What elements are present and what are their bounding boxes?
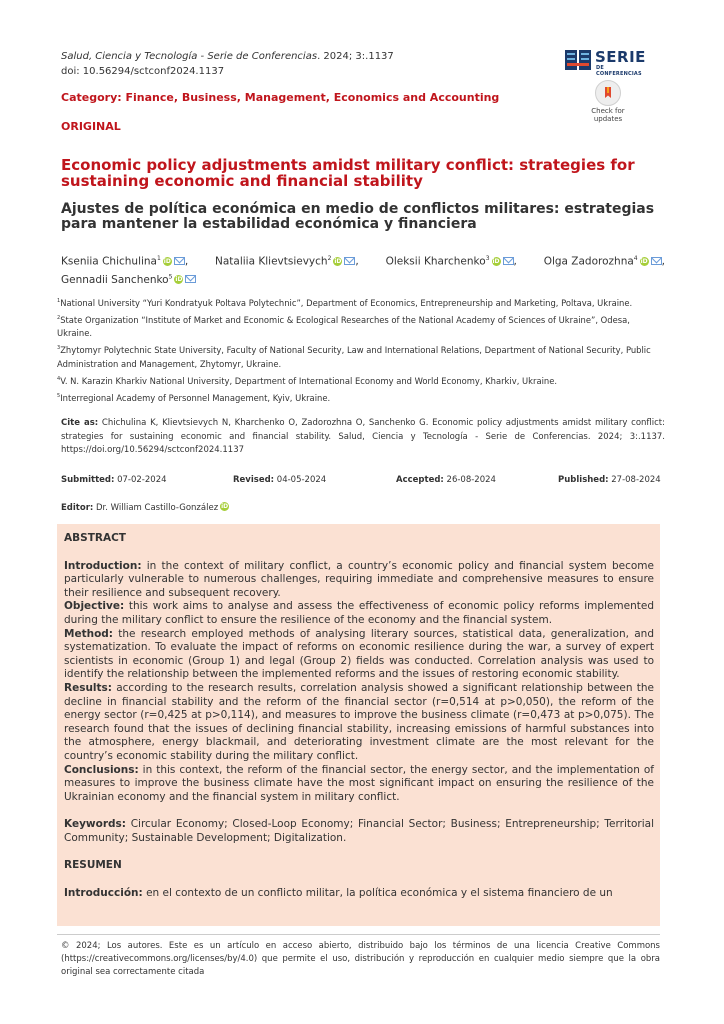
abstract-method: Method: the research employed methods of analysing literary sources, statistical data, generalization, and systematization. To evaluate the impact of reforms on economic resilience during the war, a survey of expert scientists in economic (Group 1) and legal (Group 2) fields was conducted. Correlation analysis was used to identify the relationship between the implemented reforms and the issues of restoring economic stability.: [64, 627, 654, 681]
accepted-date: Accepted: 26-08-2024: [396, 475, 496, 485]
affiliation: $^3$Zhytomyr Polytechnic State University, Faculty of National Security, Law and International Relations, Department of National Security, Public Administration and Management, Zhytomyr, Ukraine.: [57, 345, 651, 369]
author-list: [61, 251, 665, 288]
footer-divider: [57, 934, 660, 935]
editor-name: Dr. William Castillo-González: [93, 503, 219, 513]
affiliation: $^4$V. N. Karazin Kharkiv National University, Department of International Economy and World Economy, Kharkiv, Ukraine.: [57, 375, 558, 386]
cite-text: Chichulina K, Klievtsievych N, Kharchenko O, Zadorozhna O, Sanchenko G. Economic policy adjustments amidst military conflict: strategies for sustaining economic and financial stability. Salud, Ciencia y Tecnología - Serie de Conferencias. 2024; 3:.1137. https://doi.org/10.56294/sctconf2024.1137: [61, 418, 665, 456]
submitted-date: Submitted: 07-02-2024: [61, 475, 167, 485]
author: Gennadii Sanchenko$^5$ iD: [61, 274, 196, 286]
author: Olga Zadorozhna$^4$ iD ,: [543, 255, 665, 268]
author: Kseniia Chichulina$^1$ iD ,: [61, 255, 189, 268]
logo-title: SERIE: [595, 48, 646, 66]
editor: [61, 502, 229, 513]
abstract-conclusions: Conclusions: in this context, the reform of the financial sector, the energy sector, and the implementation of measures to improve the business climate have the most significant impact on ensuring the resilience of the Ukrainian economy and the financial system in military conflict.: [64, 763, 654, 803]
published-date: Published: 27-08-2024: [558, 475, 661, 485]
affiliation: $^2$State Organization “Institute of Market and Economic & Ecological Researches of the National Academy of Sciences of Ukraine”, Odesa, Ukraine.: [57, 314, 630, 339]
abstract-box: [57, 524, 660, 926]
serie-logo-icon: [565, 50, 591, 70]
check-for-updates[interactable]: [586, 80, 630, 123]
affiliations: [57, 295, 661, 407]
check-for-updates-label: Check for updates: [591, 107, 625, 123]
mail-icon[interactable]: [344, 257, 355, 265]
journal-volume: . 2024; 3:.1137: [317, 51, 394, 62]
article-type: ORIGINAL: [61, 120, 121, 133]
logo-subtitle: DE CONFERENCIAS: [596, 65, 642, 77]
mail-icon[interactable]: [185, 275, 196, 283]
orcid-icon[interactable]: iD: [221, 503, 229, 510]
editor-label: Editor:: [61, 503, 94, 513]
doi[interactable]: doi: 10.56294/sctconf2024.1137: [61, 66, 225, 77]
journal-citation-header: [61, 49, 394, 79]
check-for-updates-icon: [595, 80, 621, 106]
author: Nataliia Klievtsievych$^2$ iD ,: [215, 255, 359, 268]
revised-date: Revised: 04-05-2024: [233, 475, 327, 485]
abstract-introduction: Introduction: in the context of military conflict, a country’s economic policy and financial system become particularly vulnerable to numerous challenges, requiring immediate and comprehensive measures to ensure their resilience and subsequent recovery.: [64, 559, 654, 599]
title-english: Economic policy adjustments amidst military conflict: strategies for sustaining economic and financial stability: [61, 156, 635, 190]
article-category: Category: Finance, Business, Management, Economics and Accounting: [61, 91, 500, 104]
abstract-objective: Objective: this work aims to analyse and assess the effectiveness of economic policy reforms implemented during the military conflict to ensure the resilience of the economy and the financial system.: [64, 600, 654, 626]
abstract-heading: ABSTRACT: [64, 532, 126, 544]
resumen-heading: RESUMEN: [64, 859, 122, 872]
cite-label: Cite as:: [61, 418, 99, 428]
keywords: Keywords: Circular Economy; Closed-Loop Economy; Financial Sector; Business; Entrepreneurship; Territorial Community; Sustainable Development; Digitalization.: [64, 818, 654, 844]
orcid-icon[interactable]: iD: [640, 257, 648, 265]
serie-logo: [565, 48, 651, 77]
mail-icon[interactable]: [174, 257, 185, 265]
orcid-icon[interactable]: iD: [163, 257, 171, 265]
journal-name: Salud, Ciencia y Tecnología - Serie de Conferencias: [61, 51, 318, 62]
author: Oleksii Kharchenko$^3$ iD ,: [385, 255, 517, 268]
orcid-icon[interactable]: iD: [492, 257, 500, 265]
resumen-introduccion: Introducción: en el contexto de un conflicto militar, la política económica y el sistema financiero de un: [64, 887, 613, 900]
affiliation: $^1$National University “Yuri Kondratyuk Poltava Polytechnic”, Department of Economics, Entrepreneurship and Marketing, Poltava, Ukraine.: [57, 297, 633, 308]
mail-icon[interactable]: [651, 257, 662, 265]
orcid-icon[interactable]: iD: [175, 276, 183, 283]
orcid-icon[interactable]: iD: [334, 257, 342, 265]
abstract-results: Results: according to the research results, correlation analysis showed a significant relationship between the decline in financial stability and the reform of the financial sector (r=0,514 at p>0,050), the reform of the energy sector (r=0,425 at p>0,114), and measures to improve the business climate (r=0,473 at p>0,075). The research found that the issues of declining financial stability, increasing emissions of harmful substances into the atmosphere, energy blackmail, and deteriorating investment climate are the most relevant for the country’s economic stability during the military conflict.: [64, 681, 654, 762]
license-footer: © 2024; Los autores. Este es un artículo en acceso abierto, distribuido bajo los términos de una licencia Creative Commons (https://creativecommons.org/licenses/by/4.0) que permite el uso, distribución y reproducción en cualquier medio siempre que la obra original sea correctamente citada: [61, 941, 660, 977]
affiliation: $^5$Interregional Academy of Personnel Management, Kyiv, Ukraine.: [57, 392, 331, 403]
title-spanish: Ajustes de política económica en medio de conflictos militares: estrategias para mantener la estabilidad económica y financiera: [61, 201, 655, 232]
mail-icon[interactable]: [503, 257, 514, 265]
cite-as: [61, 417, 665, 458]
